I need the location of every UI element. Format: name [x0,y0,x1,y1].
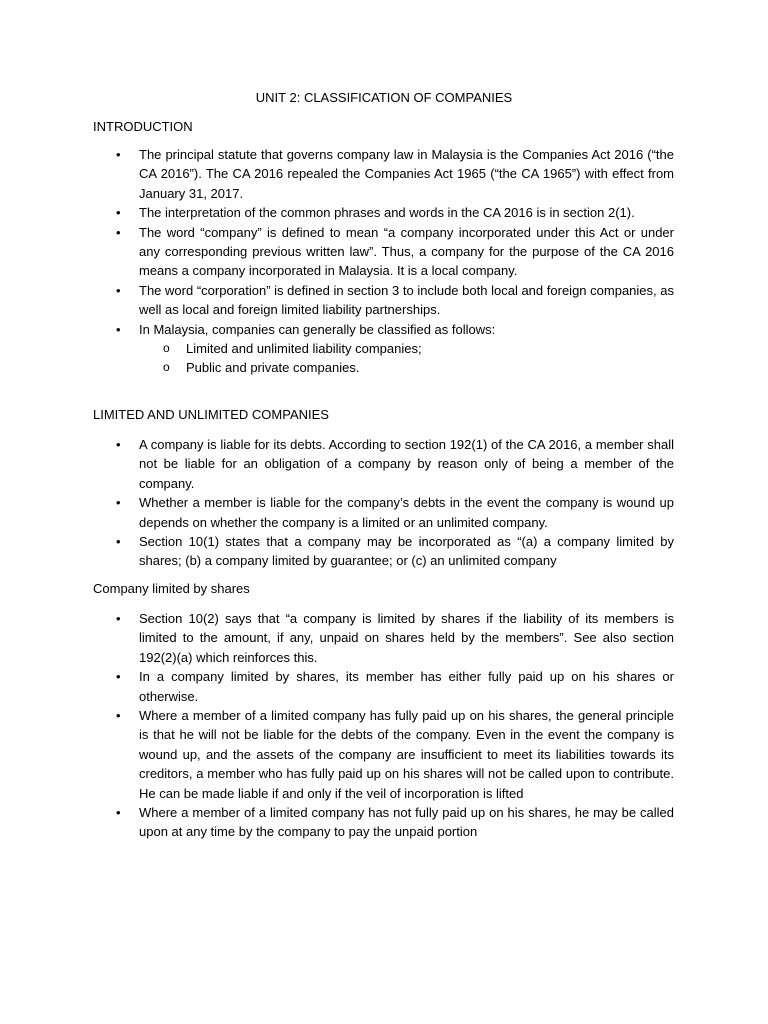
list-item-text: A company is liable for its debts. According to section 192(1) of the CA 2016, a member shall not be liable for an obligation of a company by reason only of being a member of the company. [139,437,674,491]
list-item-text: The word “company” is defined to mean “a company incorporated under this Act or under any corresponding previous written law”. Thus, a company for the purpose of the CA 2016 means a company incorporated in Malaysia. It is a local company. [139,224,674,279]
list-item-text: The interpretation of the common phrases and words in the CA 2016 is in section 2(1). [139,205,635,221]
list-item-text: Whether a member is liable for the company’s debts in the event the company is wound up depends on whether the company is a limited or an unlimited company. [139,495,674,530]
list-item [116,532,674,571]
list-item-text: Where a member of a limited company has not fully paid up on his shares, he may be called upon at any time by the company to pay the unpaid portion [139,805,674,840]
bullet-icon: • [116,495,121,511]
bullet-icon: • [116,205,121,221]
section-heading-limited-unlimited: LIMITED AND UNLIMITED COMPANIES [93,407,329,422]
classification-sublist [139,339,674,378]
bullet-icon: • [116,611,121,626]
list-item [116,435,674,493]
list-item [116,609,674,667]
list-item-text: Section 10(2) says that “a company is limited by shares if the liability of its members is limited to the amount, if any, unpaid on shares held by the members”. See also section 192(2)(a) which reinforces this. [139,611,674,665]
limited-unlimited-list [116,435,674,571]
sub-list-item-text: Public and private companies. [186,360,360,376]
list-item-text: In a company limited by shares, its member has either fully paid up on his shares or otherwise. [139,669,674,704]
list-item-text: The principal statute that governs company law in Malaysia is the Companies Act 2016 (“the CA 2016”). The CA 2016 repealed the Companies Act 1965 (“the CA 1965”) with effect from January 31, 2017. [139,147,674,201]
list-item [116,667,674,706]
list-item-text: The word “corporation” is defined in section 3 to include both local and foreign companies, as well as local and foreign limited liability partnerships. [139,282,674,318]
list-item [116,803,674,842]
list-item [116,281,674,320]
bullet-icon: • [116,534,121,550]
list-item [116,706,674,803]
sub-list-item [163,358,674,377]
list-item-text: In Malaysia, companies can generally be classified as follows: [139,321,496,337]
list-item [116,493,674,532]
page-title: UNIT 2: CLASSIFICATION OF COMPANIES [255,90,513,105]
circle-bullet-icon: o [163,360,170,375]
bullet-icon: • [116,805,121,821]
sub-list-item [163,339,674,358]
list-item-text: Section 10(1) states that a company may be incorporated as “(a) a company limited by shares; (b) a company limited by guarantee; or (c) an unlimited company [139,534,674,569]
section-heading-introduction: INTRODUCTION [93,119,193,134]
list-item [116,203,674,222]
bullet-icon: • [116,321,121,337]
bullet-icon: • [116,708,121,724]
list-item [116,320,674,378]
bullet-icon: • [116,282,121,298]
bullet-icon: • [116,437,121,452]
bullet-icon: • [116,147,121,162]
introduction-list [116,145,674,378]
list-item-text: Where a member of a limited company has fully paid up on his shares, the general principle is that he will not be liable for the debts of the company. Even in the event the company is wound up, and the assets of the company are insufficient to meet its liabilities towards its creditors, a member who has fully paid up on his shares will not be called upon to contribute. He can be made liable if and only if the veil of incorporation is lifted [139,708,674,801]
bullet-icon: • [116,224,121,240]
circle-bullet-icon: o [163,341,170,356]
limited-by-shares-list [116,609,674,842]
bullet-icon: • [116,669,121,685]
sub-list-item-text: Limited and unlimited liability companies; [186,341,422,357]
list-item [116,145,674,203]
list-item [116,223,674,281]
section-heading-limited-by-shares: Company limited by shares [93,581,250,596]
